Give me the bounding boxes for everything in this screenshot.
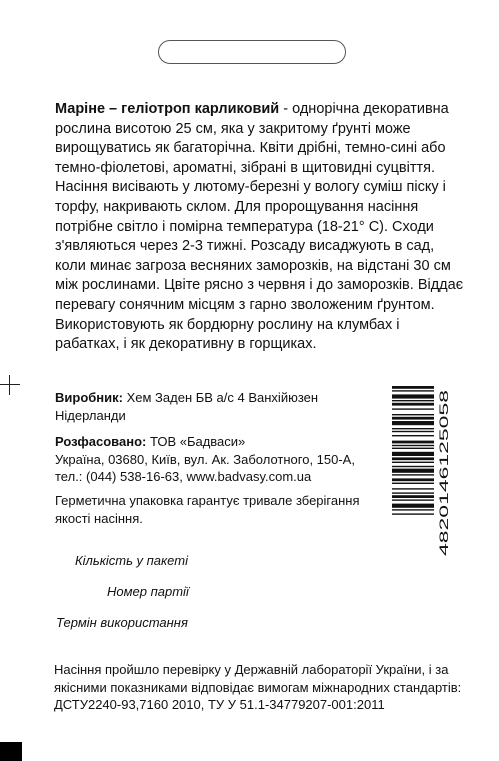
barcode-bar: [392, 495, 434, 498]
packer-value: ТОВ «Бадваси»: [146, 434, 246, 449]
barcode-bar: [392, 457, 434, 460]
batch-field: Номер партії: [107, 584, 189, 599]
barcode-bar: [392, 474, 434, 475]
print-corner-mark: [0, 742, 22, 761]
packer-address: Україна, 03680, Київ, вул. Ак. Заболотного, 150-А,: [55, 451, 355, 467]
barcode-bar: [392, 469, 434, 473]
product-description: [55, 100, 467, 355]
hang-hole-outline: [158, 40, 346, 64]
packer-info: [55, 433, 385, 486]
product-subtitle: геліотроп карликовий: [121, 101, 280, 117]
barcode-bar: [392, 478, 434, 481]
barcode-bar: [392, 386, 434, 389]
certification-note: Насіння пройшло перевірку у Державній лабораторії України, і за якісними показниками відповідає вимогам міжнародних стандартів: ДСТУ2240-93,7160 2010, ТУ У 51.1-34779207-001:2011: [54, 662, 462, 712]
sealed-note: Герметична упаковка гарантує тривале зберігання якості насіння.: [55, 493, 360, 526]
registration-mark-icon: [0, 375, 20, 395]
barcode-bar: [392, 435, 434, 436]
barcode-bar: [392, 488, 434, 489]
barcode-bar: [392, 394, 434, 398]
barcode-bar: [392, 431, 434, 432]
barcode-bar: [392, 445, 434, 446]
quantity-field: Кількість у пакеті: [75, 553, 188, 568]
barcode-bar: [392, 408, 434, 409]
producer-label: Виробник:: [55, 390, 123, 405]
barcode-bar: [392, 428, 434, 429]
barcode-bar: [392, 390, 434, 391]
barcode-bar: [392, 509, 434, 510]
barcode-bars: [392, 386, 434, 515]
barcode-bar: [392, 499, 434, 500]
barcode-bar: [392, 483, 434, 484]
barcode-bar: [392, 513, 434, 514]
description-text: - однорічна декоративна рослина висотою 25 см, яка у закритому ґрунті може вирощуватись як багаторічна. Квіти дрібні, темно-сині або темно-фіолетові, ароматні, зібрані в щитовидні суцвіття. Насіння висівають у лютому-березні у вологу суміш піску і торфу, накривають склом. Для пророщування насіння потрібне світло і помірна температура (18-21° С). Сходи з'являються через 2-3 тижні. Розсаду висаджують в сад, коли минає загроза весняних заморозків, на відстані 30 см між рослинами. Цвіте рясно з червня і до заморозків. Віддає перевагу сонячним місцям з гарно зволоженим ґрунтом. Використовують як бордюрну рослину на клумбах і рабатках, і як декоративну в горщиках.: [55, 101, 464, 353]
producer-value: Хем Заден БВ а/с 4 Ванхійюзен Нідерланди: [55, 390, 319, 423]
product-name: Маріне: [55, 101, 106, 117]
name-dash: –: [105, 101, 122, 117]
barcode-bar: [392, 448, 434, 449]
packer-contacts: тел.: (044) 538-16-63, www.badvasy.com.ua: [55, 469, 312, 484]
barcode-bar: [392, 466, 434, 467]
barcode-bar: [392, 452, 434, 456]
barcode-bar: [392, 414, 434, 415]
barcode-bar: [392, 441, 434, 444]
barcode-bar: [392, 400, 434, 401]
barcode-bar: [392, 492, 434, 493]
barcode-bar: [392, 462, 434, 463]
barcode-bar: [392, 403, 434, 406]
barcode-bar: [392, 421, 434, 425]
barcode-bar: [392, 417, 434, 420]
producer-info: [55, 389, 377, 424]
expiry-field: Термін використання: [56, 615, 188, 630]
barcode-bar: [392, 504, 434, 508]
barcode: [392, 386, 452, 558]
barcode-number: 4820146125058: [437, 466, 451, 556]
packer-label: Розфасовано:: [55, 434, 147, 449]
